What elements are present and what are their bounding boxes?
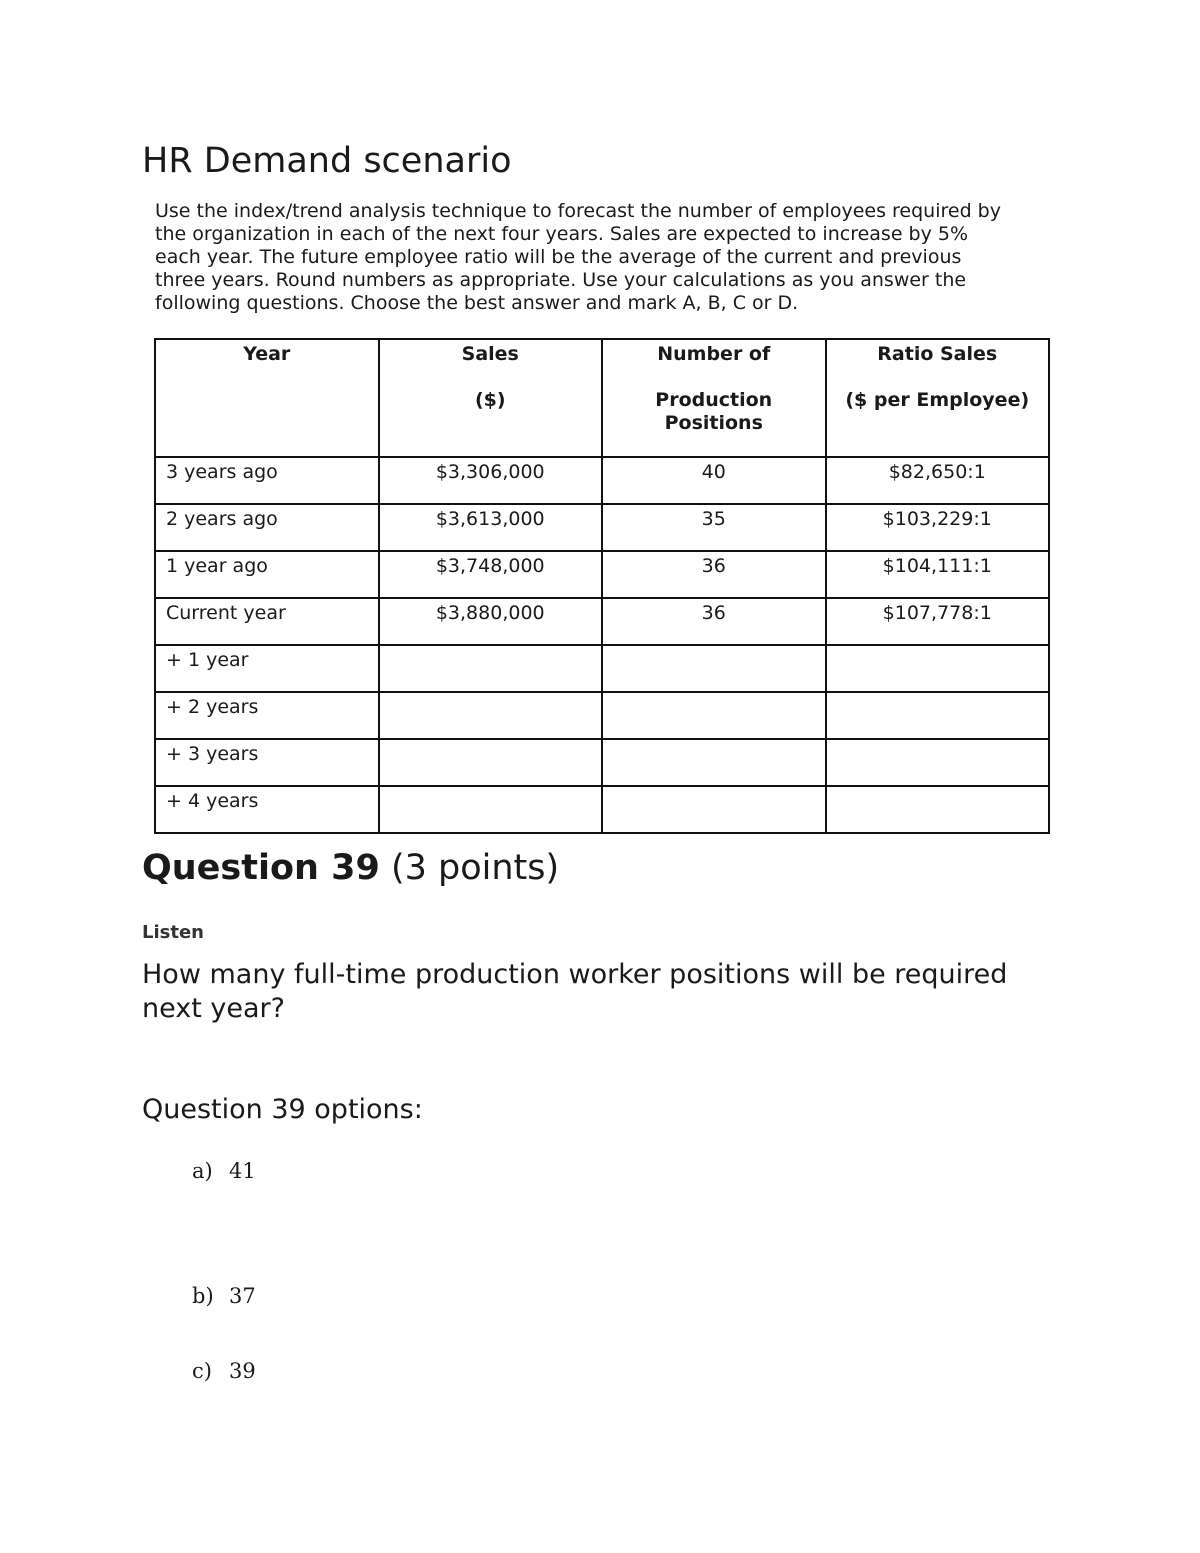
table-row xyxy=(155,739,1049,786)
cell-sales xyxy=(379,739,603,786)
cell-year: 2 years ago xyxy=(155,504,379,551)
cell-sales xyxy=(379,786,603,833)
option-value: 37 xyxy=(229,1284,256,1308)
table-row xyxy=(155,598,1049,645)
table-row xyxy=(155,551,1049,598)
cell-ratio: $103,229:1 xyxy=(826,504,1050,551)
cell-ratio xyxy=(826,739,1050,786)
option-letter: c) xyxy=(192,1359,212,1383)
header-positions-sublabel: Production Positions xyxy=(655,389,773,434)
cell-year: Current year xyxy=(155,598,379,645)
cell-year: + 3 years xyxy=(155,739,379,786)
header-ratio-label: Ratio Sales xyxy=(877,343,998,365)
question-heading xyxy=(142,846,559,890)
header-ratio xyxy=(826,339,1050,457)
cell-positions xyxy=(602,786,826,833)
header-positions xyxy=(602,339,826,457)
header-year-label: Year xyxy=(243,343,291,365)
table-row xyxy=(155,645,1049,692)
table-row xyxy=(155,786,1049,833)
instructions-text xyxy=(155,200,1055,315)
table-header-row xyxy=(155,339,1049,457)
cell-positions xyxy=(602,739,826,786)
cell-sales xyxy=(379,692,603,739)
cell-year: + 2 years xyxy=(155,692,379,739)
cell-ratio xyxy=(826,645,1050,692)
option-value: 39 xyxy=(229,1359,256,1383)
cell-sales: $3,880,000 xyxy=(379,598,603,645)
cell-positions: 36 xyxy=(602,551,826,598)
header-positions-label: Number of xyxy=(657,343,771,365)
table-row xyxy=(155,504,1049,551)
question-label: Question 39 xyxy=(142,848,380,888)
header-sales-unit: ($) xyxy=(474,389,506,411)
question-text: How many full-time production worker positions will be required next year? xyxy=(142,959,1008,1024)
option-b[interactable] xyxy=(192,1283,256,1309)
cell-ratio: $82,650:1 xyxy=(826,457,1050,504)
cell-ratio: $107,778:1 xyxy=(826,598,1050,645)
option-value: 41 xyxy=(229,1159,256,1183)
cell-ratio xyxy=(826,692,1050,739)
cell-sales: $3,306,000 xyxy=(379,457,603,504)
option-c[interactable] xyxy=(192,1358,256,1384)
cell-ratio xyxy=(826,786,1050,833)
instructions-line: the organization in each of the next four years. Sales are expected to increase by 5% xyxy=(155,223,969,245)
cell-year: 3 years ago xyxy=(155,457,379,504)
header-sales-label: Sales xyxy=(461,343,519,365)
cell-positions: 36 xyxy=(602,598,826,645)
cell-positions: 35 xyxy=(602,504,826,551)
options-heading: Question 39 options: xyxy=(142,1094,423,1125)
instructions-line: three years. Round numbers as appropriate. Use your calculations as you answer the xyxy=(155,269,967,291)
header-sales xyxy=(379,339,603,457)
option-letter: a) xyxy=(192,1159,213,1183)
cell-sales xyxy=(379,645,603,692)
cell-positions: 40 xyxy=(602,457,826,504)
table-row xyxy=(155,692,1049,739)
instructions-line: each year. The future employee ratio will be the average of the current and previous xyxy=(155,246,962,268)
header-ratio-unit: ($ per Employee) xyxy=(845,389,1030,411)
cell-sales: $3,748,000 xyxy=(379,551,603,598)
option-letter: b) xyxy=(192,1284,214,1308)
cell-year: 1 year ago xyxy=(155,551,379,598)
cell-year: + 4 years xyxy=(155,786,379,833)
hr-demand-table xyxy=(154,338,1050,834)
cell-positions xyxy=(602,692,826,739)
option-a[interactable] xyxy=(192,1158,256,1184)
cell-positions xyxy=(602,645,826,692)
page-title: HR Demand scenario xyxy=(142,141,512,181)
table-row xyxy=(155,457,1049,504)
instructions-line: Use the index/trend analysis technique to forecast the number of employees required by xyxy=(155,200,1001,222)
instructions-line: following questions. Choose the best answer and mark A, B, C or D. xyxy=(155,292,799,314)
cell-sales: $3,613,000 xyxy=(379,504,603,551)
header-year xyxy=(155,339,379,457)
listen-button[interactable]: Listen xyxy=(142,922,204,943)
cell-ratio: $104,111:1 xyxy=(826,551,1050,598)
question-points: (3 points) xyxy=(390,848,560,888)
cell-year: + 1 year xyxy=(155,645,379,692)
